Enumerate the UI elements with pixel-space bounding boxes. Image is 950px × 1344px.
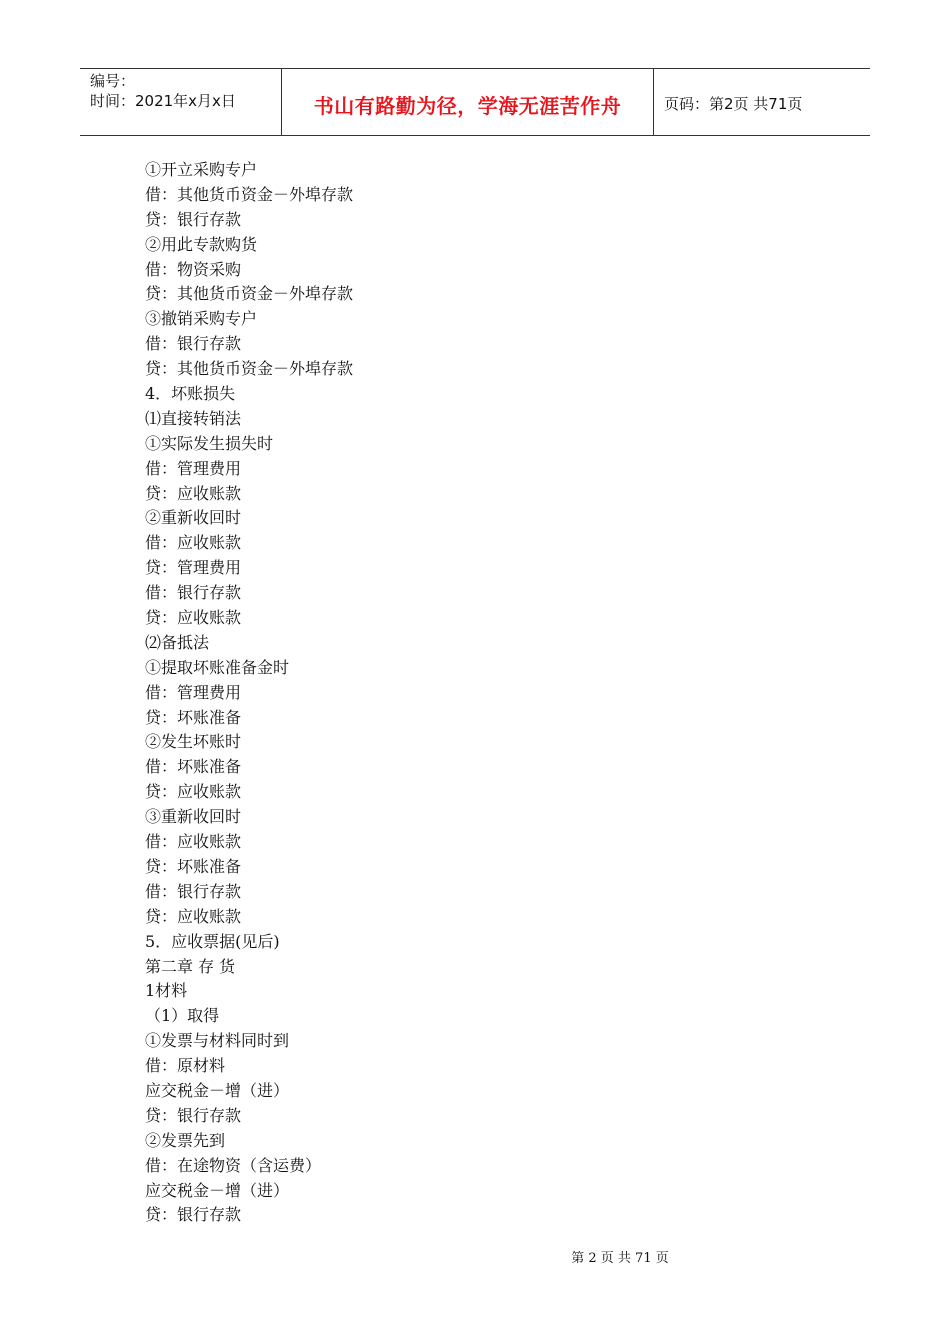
body-line: 借：银行存款: [145, 881, 242, 901]
header-motto: 书山有路勤为径，学海无涯苦作舟: [282, 69, 654, 135]
subsection-heading: （1）取得: [145, 1006, 220, 1026]
body-line: 贷：应收账款: [145, 483, 242, 503]
document-body: [145, 158, 845, 1228]
header-meta-cell: [80, 69, 282, 135]
body-line: ③重新收回时: [145, 807, 242, 827]
body-line: 借：银行存款: [145, 334, 242, 354]
body-line: 借：物资采购: [145, 259, 242, 279]
body-line: 贷：应收账款: [145, 906, 242, 926]
page-header: [80, 68, 870, 136]
section-heading: 4．坏账损失: [145, 384, 236, 404]
body-line: 借：原材料: [145, 1056, 226, 1076]
body-line: ①开立采购专户: [145, 160, 258, 179]
body-line: 贷：管理费用: [145, 558, 242, 578]
body-line: 借：银行存款: [145, 583, 242, 603]
body-line: 借：应收账款: [145, 832, 242, 852]
header-page-info: 页码：第2页 共71页: [664, 94, 803, 113]
document-number-label: 编号：: [90, 72, 136, 90]
body-line: 应交税金－增（进）: [145, 1080, 290, 1100]
section-heading: 5．应收票据(见后): [145, 931, 280, 951]
body-line: ①提取坏账准备金时: [145, 657, 290, 677]
body-line: 应交税金－增（进）: [145, 1180, 290, 1200]
subsection-heading: ⑴直接转销法: [145, 408, 242, 428]
chapter-heading: 第二章 存 货: [145, 956, 236, 976]
body-line: 贷：坏账准备: [145, 707, 242, 727]
body-line: ②发生坏账时: [145, 732, 242, 752]
subsection-heading: ⑵备抵法: [145, 632, 210, 652]
body-line: 借：应收账款: [145, 533, 242, 553]
body-line: ③撤销采购专户: [145, 309, 258, 329]
body-line: 贷：其他货币资金－外埠存款: [145, 359, 354, 379]
body-line: 借：在途物资（含运费）: [145, 1155, 322, 1175]
body-line: ②发票先到: [145, 1130, 226, 1150]
page-footer: 第 2 页 共 71 页: [571, 1251, 669, 1266]
document-date-label: 时间：2021年x月x日: [90, 92, 236, 110]
body-line: 贷：应收账款: [145, 782, 242, 802]
body-line: ①发票与材料同时到: [145, 1031, 290, 1051]
body-line: ②重新收回时: [145, 508, 242, 528]
body-line: 借：坏账准备: [145, 757, 242, 777]
body-line: 借：管理费用: [145, 682, 242, 702]
body-line: 贷：其他货币资金－外埠存款: [145, 284, 354, 304]
body-line: ①实际发生损失时: [145, 433, 274, 453]
body-line: ②用此专款购货: [145, 234, 258, 254]
body-line: 贷：银行存款: [145, 1205, 242, 1225]
body-line: 借：管理费用: [145, 458, 242, 478]
body-line: 借：其他货币资金－外埠存款: [145, 184, 354, 204]
section-heading: 1材料: [145, 981, 188, 1001]
body-line: 贷：银行存款: [145, 209, 242, 229]
body-line: 贷：银行存款: [145, 1105, 242, 1125]
body-line: 贷：应收账款: [145, 608, 242, 628]
body-line: 贷：坏账准备: [145, 856, 242, 876]
